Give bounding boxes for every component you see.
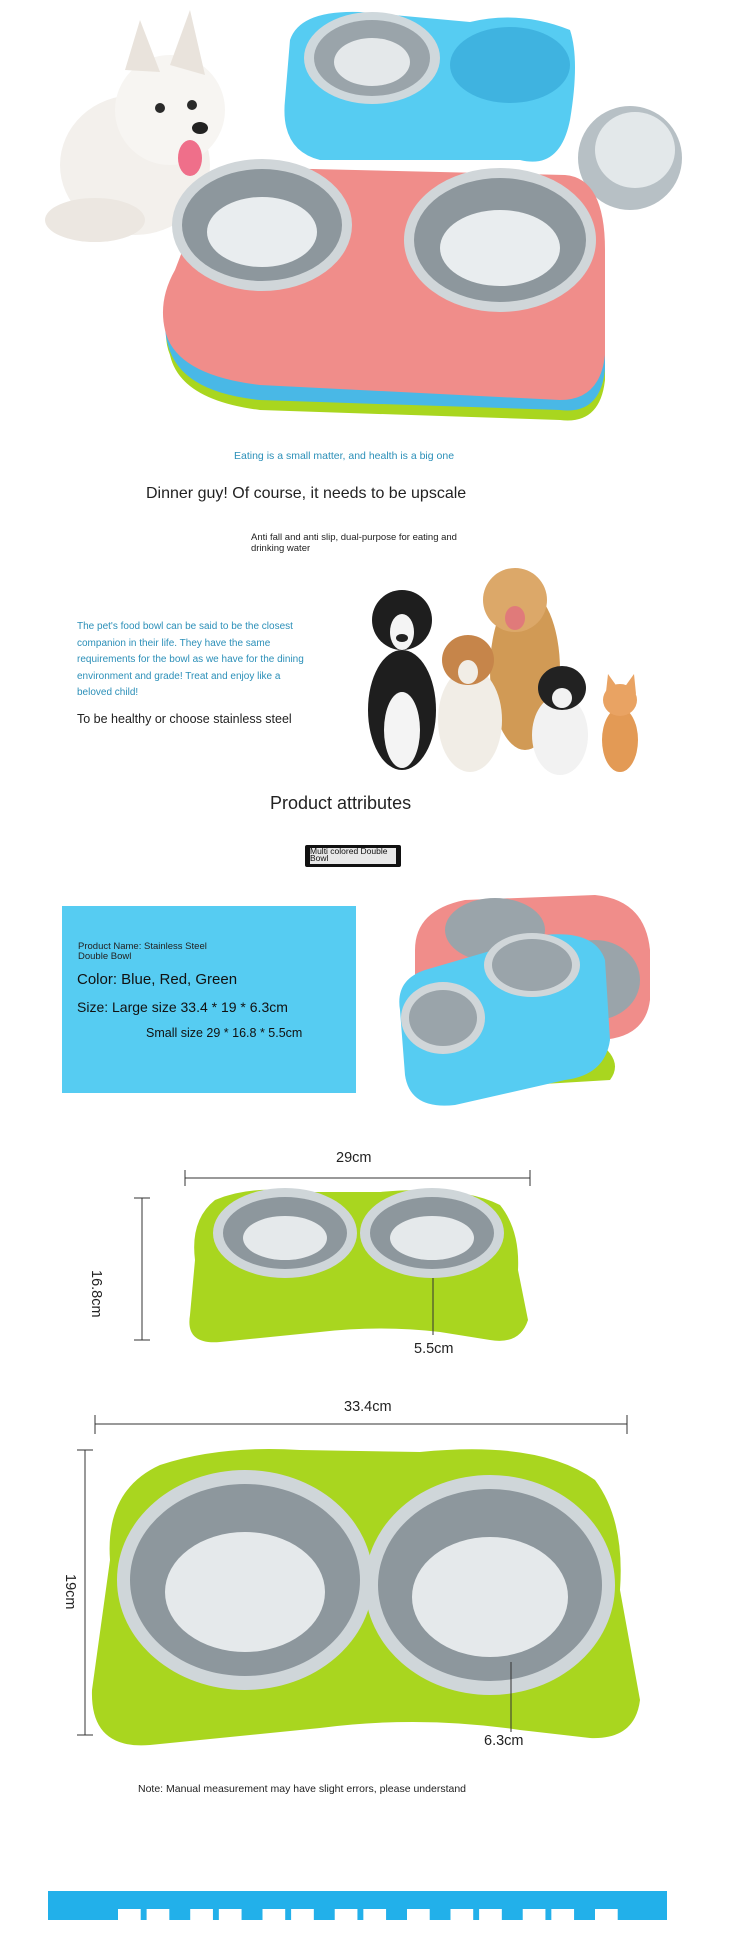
jack-russell-image [438, 635, 502, 772]
large-bowl-diagram [0, 1410, 741, 1740]
kitten-image [602, 674, 638, 772]
spec-size-large: Size: Large size 33.4 * 19 * 6.3cm [77, 999, 288, 1015]
attributes-title: Product attributes [270, 793, 412, 813]
spec-product-name: Product Name: Stainless Steel Double Bowl [78, 941, 207, 962]
product-tag [305, 845, 401, 867]
intro-paragraph: The pet's food bowl can be said to be the closest companion in their life. They have the same requirements for the bowl as we have for the dining environment and grade! Treat and enjoy like a beloved child! [77, 621, 304, 698]
healthy-caption: To be healthy or choose stainless steel [77, 712, 292, 726]
stacked-bowls-image [395, 890, 665, 1110]
pets-group-image [350, 560, 650, 780]
blue-double-bowl-image [284, 12, 575, 162]
spec-panel [62, 906, 356, 1093]
spec-color: Color: Blue, Red, Green [77, 971, 238, 988]
small-bowl-diagram [0, 1150, 741, 1350]
large-height-label: 6.3cm [484, 1733, 524, 1749]
measurement-note: Note: Manual measurement may have slight errors, please understand [138, 1783, 467, 1795]
small-green-bowl-image [189, 1188, 528, 1342]
large-green-bowl-image [92, 1449, 640, 1745]
next-section-banner [48, 1891, 667, 1945]
small-dog-image [532, 666, 588, 775]
product-tag-label: Multi colored Double Bowl [310, 848, 396, 864]
slogan-note: Anti fall and anti slip, dual-purpose for eating and drinking water [251, 532, 457, 554]
next-section-banner-text-decoration: ▀▀ ▀▀ ▀▀ ▀▀ ▀ ▀▀ ▀▀ ▀ [118, 1909, 624, 1945]
hero-illustration [0, 0, 741, 440]
small-height-label: 5.5cm [414, 1341, 454, 1357]
spec-size-small: Small size 29 * 16.8 * 5.5cm [146, 1026, 303, 1040]
slogan-small: Eating is a small matter, and health is a big one [234, 450, 455, 462]
large-width-label: 33.4cm [344, 1399, 392, 1415]
small-width-label: 29cm [336, 1150, 372, 1166]
slogan-main: Dinner guy! Of course, it needs to be upscale [146, 485, 467, 502]
pink-double-bowl-image [163, 159, 605, 421]
border-collie-image [368, 590, 436, 770]
small-depth-label: 16.8cm [88, 1270, 104, 1318]
large-depth-label: 19cm [62, 1574, 78, 1610]
